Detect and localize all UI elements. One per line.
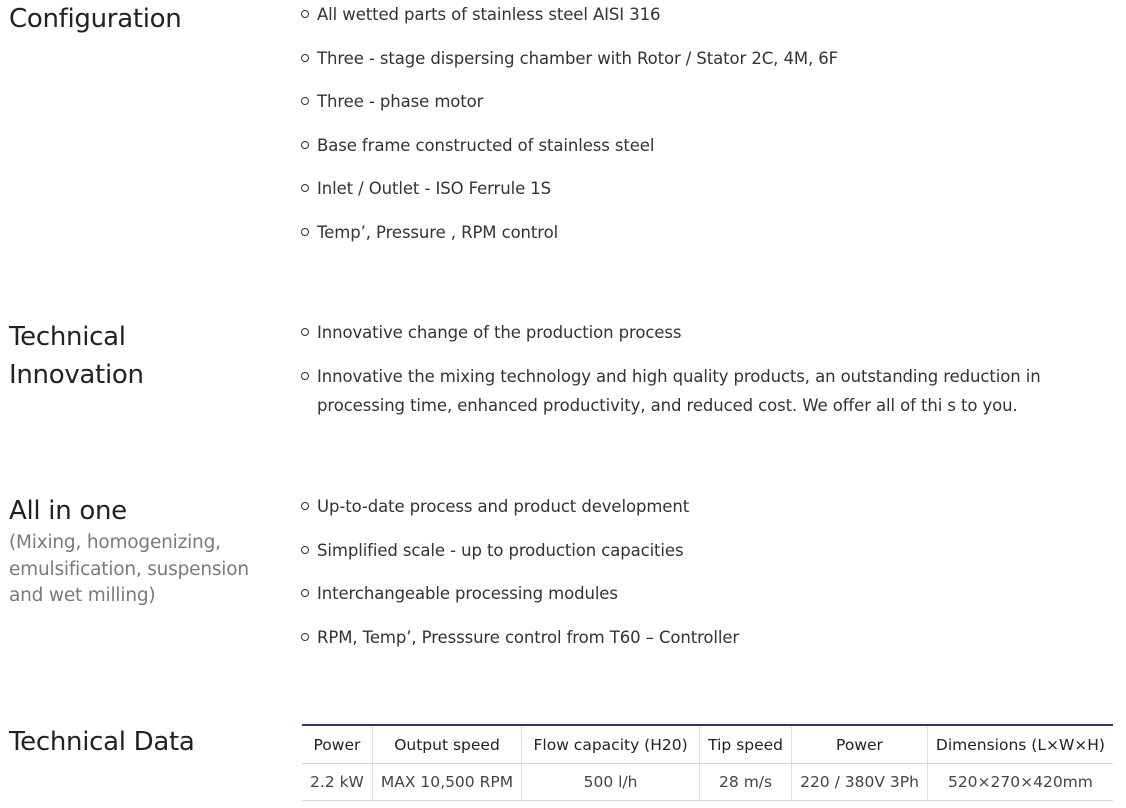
list-item: Base frame constructed of stainless steel <box>301 131 1091 160</box>
configuration-heading: Configuration <box>9 4 182 34</box>
technical-innovation-list <box>301 318 1091 420</box>
column-header: Tip speed <box>700 725 792 764</box>
technical-innovation-heading: Technical Innovation <box>9 322 144 390</box>
all-in-one-subtitle: (Mixing, homogenizing, emulsification, suspension and wet milling) <box>9 532 249 606</box>
circle-bullet-icon <box>301 589 309 597</box>
list-item: Innovative the mixing technology and high quality products, an outstanding reduction in processing time, enhanced productivity, and reduced cost. We offer all of thi s to you. <box>301 362 1091 420</box>
circle-bullet-icon <box>301 141 309 149</box>
column-header: Flow capacity (H20) <box>522 725 700 764</box>
list-item: Up-to-date process and product development <box>301 492 1091 521</box>
table-cell: 28 m/s <box>700 764 792 801</box>
table-cell: 520×270×420mm <box>927 764 1113 801</box>
column-header: Power <box>792 725 928 764</box>
technical-data-table <box>302 724 1113 801</box>
column-header: Output speed <box>372 725 521 764</box>
list-item: Temp’, Pressure , RPM control <box>301 218 1091 247</box>
list-item: All wetted parts of stainless steel AISI 316 <box>301 0 1091 29</box>
table-header-row <box>302 725 1113 764</box>
column-header: Power <box>302 725 372 764</box>
list-item: RPM, Temp’, Presssure control from T60 – Controller <box>301 623 1091 652</box>
technical-data-heading: Technical Data <box>9 727 195 757</box>
list-item: Inlet / Outlet - ISO Ferrule 1S <box>301 174 1091 203</box>
table-cell: MAX 10,500 RPM <box>372 764 521 801</box>
table-row <box>302 764 1113 801</box>
configuration-list <box>301 0 1091 247</box>
list-item: Three - stage dispersing chamber with Rotor / Stator 2C, 4M, 6F <box>301 44 1091 73</box>
list-item: Simplified scale - up to production capacities <box>301 536 1091 565</box>
circle-bullet-icon <box>301 502 309 510</box>
circle-bullet-icon <box>301 372 309 380</box>
column-header: Dimensions (L×W×H) <box>927 725 1113 764</box>
circle-bullet-icon <box>301 546 309 554</box>
circle-bullet-icon <box>301 633 309 641</box>
table-cell: 220 / 380V 3Ph <box>792 764 928 801</box>
circle-bullet-icon <box>301 10 309 18</box>
all-in-one-heading: All in one <box>9 496 127 526</box>
table-cell: 2.2 kW <box>302 764 372 801</box>
circle-bullet-icon <box>301 328 309 336</box>
circle-bullet-icon <box>301 97 309 105</box>
circle-bullet-icon <box>301 228 309 236</box>
circle-bullet-icon <box>301 54 309 62</box>
table-cell: 500 l/h <box>522 764 700 801</box>
list-item: Three - phase motor <box>301 87 1091 116</box>
all-in-one-list <box>301 492 1091 652</box>
list-item: Interchangeable processing modules <box>301 579 1091 608</box>
list-item: Innovative change of the production process <box>301 318 1091 347</box>
circle-bullet-icon <box>301 184 309 192</box>
